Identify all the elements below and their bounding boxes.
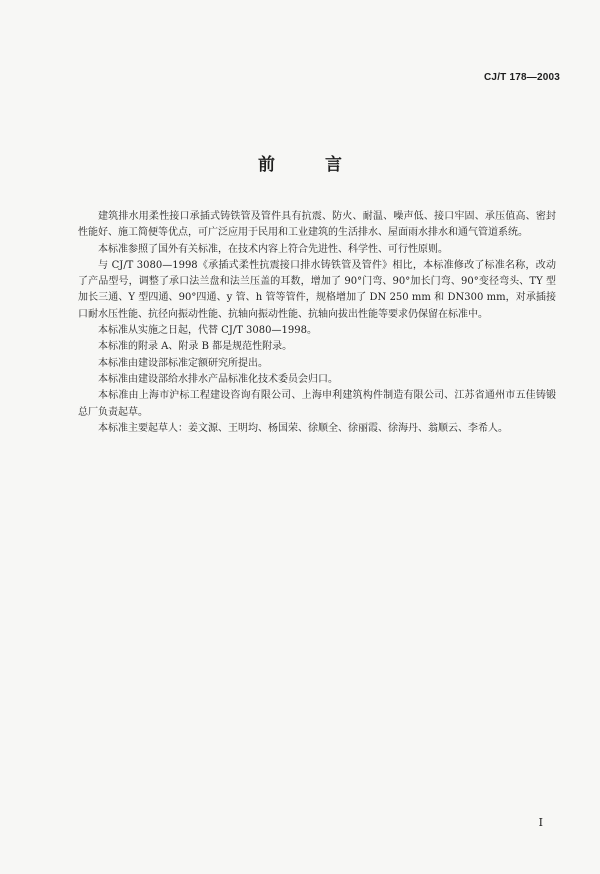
foreword-body: [78, 209, 556, 437]
paragraph: 本标准由建设部给水排水产品标准化技术委员会归口。: [98, 373, 338, 385]
paragraph: 本标准的附录 A、附录 B 都是规范性附录。: [98, 341, 293, 353]
paragraph: 本标准由建设部标准定额研究所提出。: [98, 357, 268, 369]
paragraph: 本标准从实施之日起，代替 CJ/T 3080—1998。: [98, 325, 317, 337]
page-title: 前 言: [258, 155, 364, 175]
paragraph: 本标准主要起草人：姜文源、王明均、杨国荣、徐顺全、徐丽霞、徐海丹、翁顺云、李希人。: [98, 422, 508, 434]
paragraph: 本标准参照了国外有关标准，在技术内容上符合先进性、科学性、可行性原则。: [98, 243, 448, 255]
page-number: I: [538, 816, 543, 829]
paragraph: 本标准由上海市沪标工程建设咨询有限公司、上海申利建筑构件制造有限公司、江苏省通州市五佳铸锻总厂负责起草。: [78, 390, 556, 418]
standard-code: CJ/T 178—2003: [484, 72, 560, 83]
paragraph: 与 CJ/T 3080—1998《承插式柔性抗震接口排水铸铁管及管件》相比，本标准修改了标准名称，改动了产品型号，调整了承口法兰盘和法兰压盖的耳数，增加了 90°门弯、90°加长门弯、90°变径弯头、TY 型加长三通、Y 型四通、90°四通、y 管、h 管等管件，规格增加了 DN 250 mm 和 DN300 mm，对承插接口耐水压性能、抗径向振动性能、抗轴向振动性能、抗轴向拔出性能等要求仍保留在标准中。: [78, 259, 556, 320]
paragraph: 建筑排水用柔性接口承插式铸铁管及管件具有抗震、防火、耐温、噪声低、接口牢固、承压值高、密封性能好、施工简便等优点，可广泛应用于民用和工业建筑的生活排水、屋面雨水排水和通气管道系统。: [78, 211, 556, 239]
